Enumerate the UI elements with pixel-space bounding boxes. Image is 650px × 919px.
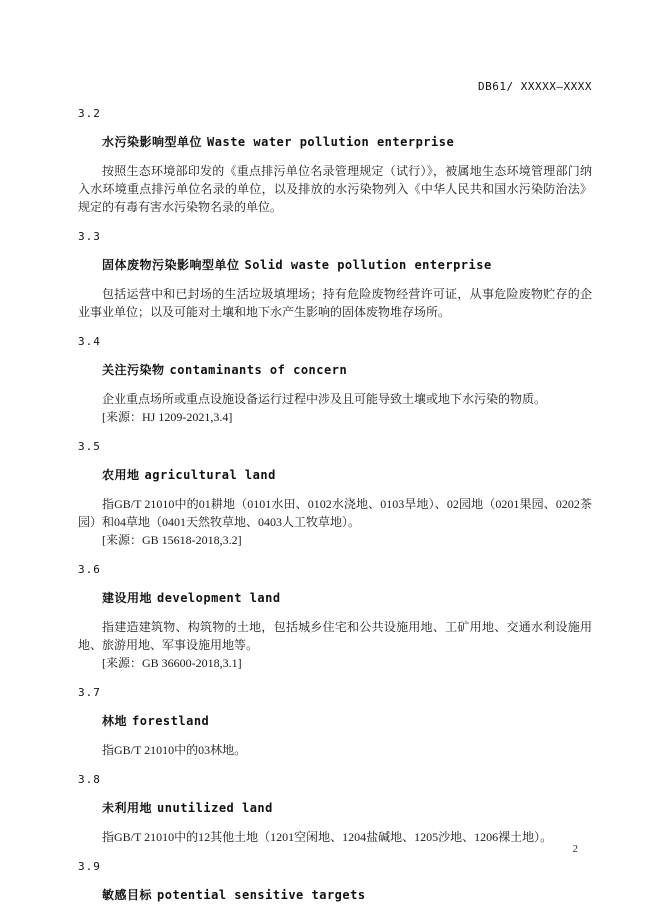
- term-block: [78, 335, 592, 426]
- term-heading: [102, 256, 592, 273]
- term-name-en: agricultural land: [144, 468, 276, 482]
- term-source: [来源：GB 36600-2018,3.1]: [102, 656, 242, 670]
- term-heading: [102, 133, 592, 150]
- doc-number: DB61/ XXXXX—XXXX: [478, 80, 592, 93]
- term-definition: 指GB/T 21010中的01耕地（0101水田、0102水浇地、0103旱地）、02园地（0201果园、0202茶园）和04草地（0401天然牧草地、0403人工牧草地）。: [78, 497, 592, 529]
- terms-content: [78, 107, 592, 903]
- term-definition: 企业重点场所或重点设施设备运行过程中涉及且可能导致土壤或地下水污染的物质。: [102, 392, 547, 406]
- term-heading: [102, 886, 592, 903]
- term-number: 3.6: [78, 563, 101, 576]
- term-name-en: forestland: [132, 714, 210, 728]
- term-source: [来源：HJ 1209-2021,3.4]: [102, 410, 233, 424]
- term-block: [78, 563, 592, 672]
- term-name-zh: 未利用地: [102, 801, 153, 815]
- term-definition: 按照生态环境部印发的《重点排污单位名录管理规定（试行）》，被属地生态环境管理部门纳入水环境重点排污单位名录的单位，以及排放的水污染物列入《中华人民共和国水污染防治法》规定的有毒有害水污染物名录的单位。: [78, 164, 592, 214]
- term-name-zh: 林地: [102, 714, 128, 728]
- term-number: 3.2: [78, 107, 101, 120]
- term-number: 3.5: [78, 440, 101, 453]
- term-block: [78, 230, 592, 321]
- term-number: 3.8: [78, 773, 101, 786]
- term-name-en: potential sensitive targets: [157, 888, 366, 902]
- term-source: [来源：GB 15618-2018,3.2]: [102, 533, 242, 547]
- term-name-zh: 敏感目标: [102, 888, 153, 902]
- term-number: 3.9: [78, 860, 101, 873]
- term-name-en: Waste water pollution enterprise: [207, 135, 455, 149]
- term-name-zh: 建设用地: [102, 591, 153, 605]
- term-name-en: Solid waste pollution enterprise: [244, 258, 492, 272]
- term-heading: [102, 466, 592, 483]
- term-name-zh: 农用地: [102, 468, 140, 482]
- term-name-en: development land: [157, 591, 281, 605]
- term-name-en: unutilized land: [157, 801, 273, 815]
- term-heading: [102, 712, 592, 729]
- term-definition: 包括运营中和已封场的生活垃圾填埋场；持有危险废物经营许可证，从事危险废物贮存的企业事业单位；以及可能对土壤和地下水产生影响的固体废物堆存场所。: [78, 287, 592, 319]
- term-number: 3.7: [78, 686, 101, 699]
- term-block: [78, 440, 592, 549]
- term-block: [78, 860, 592, 903]
- term-name-zh: 关注污染物: [102, 363, 165, 377]
- term-name-zh: 固体废物污染影响型单位: [102, 258, 240, 272]
- term-heading: [102, 799, 592, 816]
- term-block: [78, 107, 592, 216]
- term-name-zh: 水污染影响型单位: [102, 135, 203, 149]
- term-definition: 指建造建筑物、构筑物的土地，包括城乡住宅和公共设施用地、工矿用地、交通水利设施用地、旅游用地、军事设施用地等。: [78, 620, 592, 652]
- term-heading: [102, 589, 592, 606]
- page-number: 2: [572, 843, 578, 855]
- term-definition: 指GB/T 21010中的03林地。: [102, 743, 247, 757]
- term-heading: [102, 361, 592, 378]
- term-name-en: contaminants of concern: [169, 363, 348, 377]
- page-header: [78, 80, 592, 93]
- term-block: [78, 686, 592, 759]
- term-block: [78, 773, 592, 846]
- term-number: 3.4: [78, 335, 101, 348]
- term-number: 3.3: [78, 230, 101, 243]
- term-definition: 指GB/T 21010中的12其他土地（1201空闲地、1204盐碱地、1205沙地、1206裸土地）。: [102, 830, 553, 844]
